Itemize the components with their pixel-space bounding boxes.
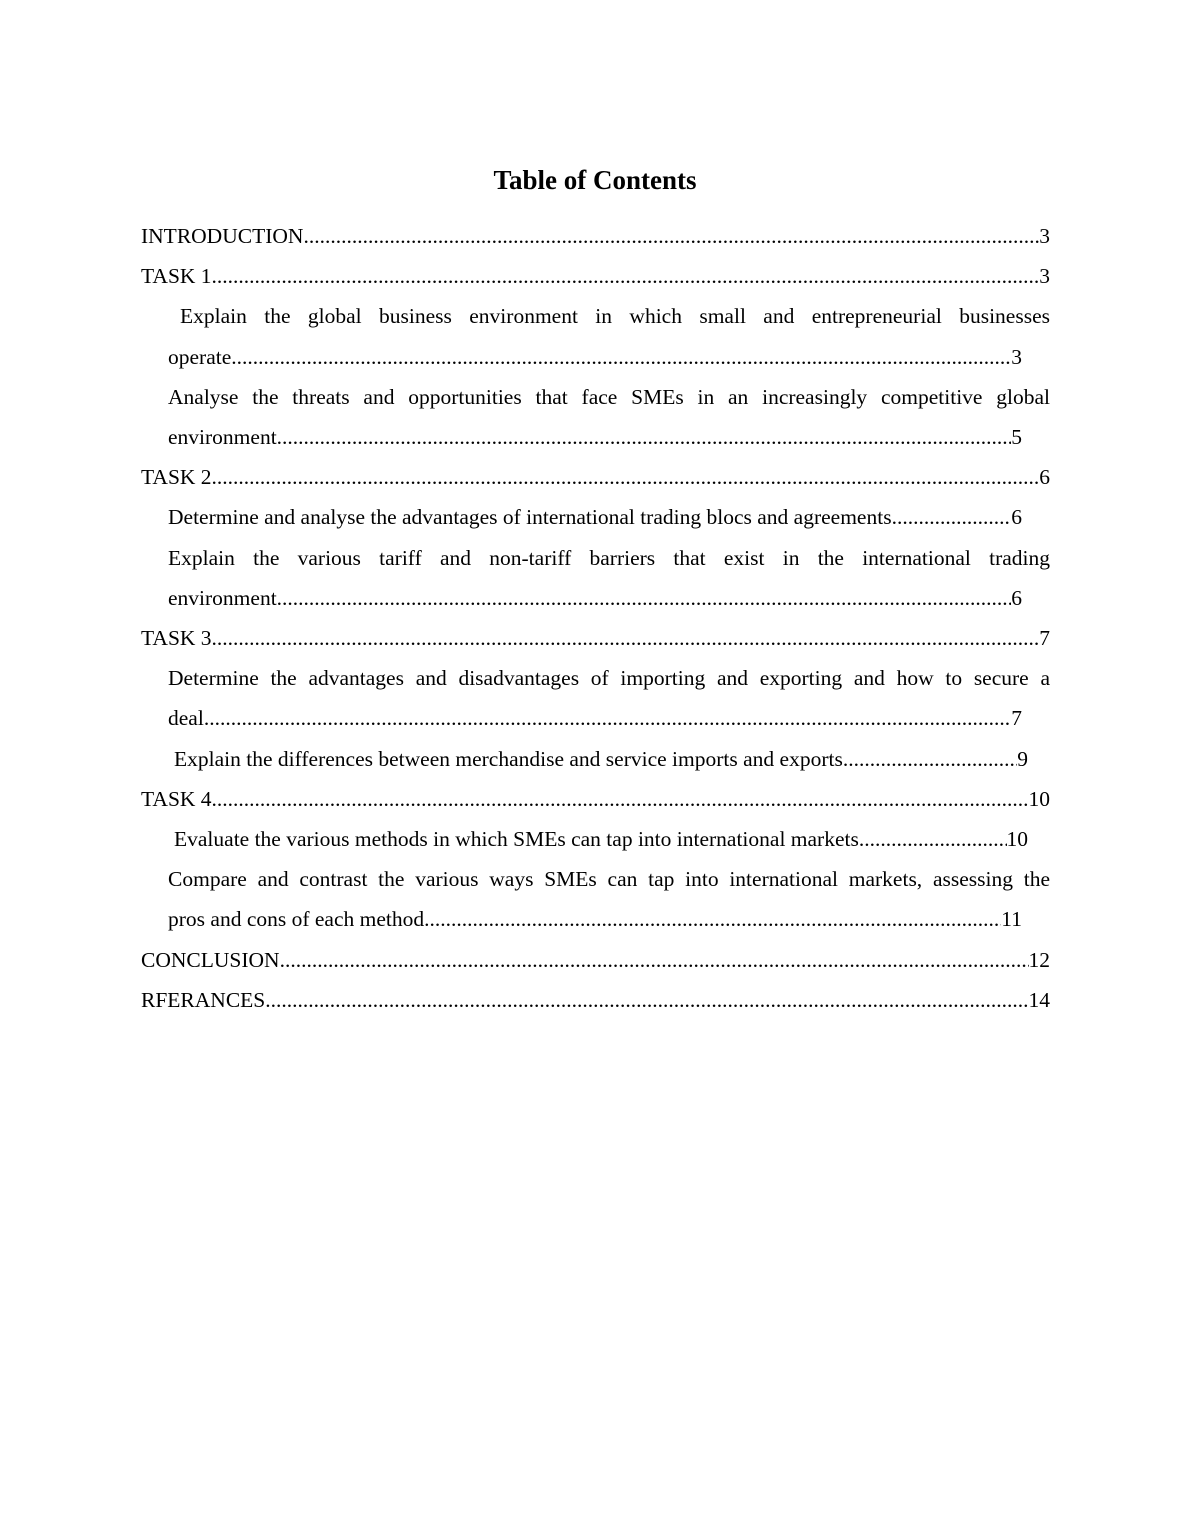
toc-entry-label-line2: environment [168, 425, 277, 450]
dot-leader [859, 819, 1007, 859]
dot-leader [212, 256, 1040, 296]
dot-leader [212, 618, 1040, 658]
dot-leader [424, 899, 1001, 939]
toc-entry-task-3[interactable] [141, 618, 1050, 658]
toc-entry-tariff-barriers[interactable] [168, 538, 1050, 618]
toc-entry-label: TASK 2 [141, 465, 212, 490]
toc-page-number: 5 [1011, 425, 1022, 450]
toc-entry-introduction[interactable] [141, 216, 1050, 256]
toc-title: Table of Contents [493, 165, 697, 195]
dot-leader [843, 739, 1017, 779]
toc-entry-label: RFERANCES [141, 987, 266, 1012]
dot-leader [277, 417, 1012, 457]
toc-entry-task-1[interactable] [141, 256, 1050, 296]
toc-entry-label: Determine and analyse the advantages of international trading blocs and agreements [168, 505, 892, 530]
toc-entry-evaluate-methods[interactable] [168, 819, 1050, 859]
toc-page-number: 3 [1039, 224, 1050, 248]
toc-entry-trading-blocs[interactable] [168, 497, 1050, 537]
toc-entry-label-line1: Analyse the threats and opportunities that face SMEs in an increasingly competitive global [168, 384, 1050, 409]
toc-entry-label: Evaluate the various methods in which SMEs can tap into international markets [174, 827, 859, 852]
toc-entry-label: TASK 3 [141, 626, 212, 651]
toc-entry-label-line1: Compare and contrast the various ways SMEs can tap into international markets, assessing the [168, 867, 1050, 892]
dot-leader [231, 337, 1011, 377]
toc-entry-importing-exporting[interactable] [168, 658, 1050, 738]
toc-entry-conclusion[interactable] [141, 940, 1050, 980]
toc-page-number: 3 [1011, 344, 1022, 369]
toc-page-number: 9 [1017, 746, 1028, 771]
dot-leader [277, 578, 1012, 618]
dot-leader [892, 497, 1012, 537]
toc-page-number: 11 [1001, 907, 1022, 932]
toc-entry-global-business-environment[interactable] [168, 296, 1050, 376]
toc-entry-references[interactable] [141, 980, 1050, 1020]
toc-entry-label-line2: pros and cons of each method [168, 907, 425, 932]
toc-entry-label-line1: Explain the global business environment in which small and entrepreneurial businesses [180, 304, 1050, 329]
toc-page-number: 10 [1028, 786, 1050, 811]
toc-entry-threats-opportunities[interactable] [168, 377, 1050, 457]
toc-entry-label-line1: Determine the advantages and disadvantages of importing and exporting and how to secure a [168, 666, 1050, 691]
toc-entry-task-4[interactable] [141, 779, 1050, 819]
toc-page-number: 6 [1039, 465, 1050, 490]
toc-entry-label-line2: deal [168, 706, 204, 731]
dot-leader [303, 216, 1039, 256]
toc-entry-compare-contrast[interactable] [168, 859, 1050, 939]
toc-entry-label-line2: operate [168, 344, 232, 369]
toc-page-number: 6 [1011, 585, 1022, 610]
toc-page-number: 12 [1028, 947, 1050, 972]
toc-entry-label: TASK 4 [141, 786, 212, 811]
dot-leader [265, 980, 1028, 1020]
dot-leader [280, 940, 1029, 980]
toc-page-number: 7 [1039, 626, 1050, 651]
toc-entry-merchandise-service[interactable] [168, 739, 1050, 779]
dot-leader [212, 779, 1029, 819]
toc-page-number: 7 [1011, 706, 1022, 731]
table-of-contents [141, 216, 1050, 1020]
toc-page-number: 10 [1006, 827, 1028, 852]
toc-page-number: 14 [1028, 987, 1050, 1012]
toc-entry-label: TASK 1 [141, 264, 212, 289]
toc-page-number: 6 [1011, 505, 1022, 530]
toc-entry-label: CONCLUSION [141, 947, 280, 972]
toc-page-number: 3 [1039, 264, 1050, 289]
toc-entry-label-line2: environment [168, 585, 277, 610]
toc-entry-label: Explain the differences between merchandise and service imports and exports [174, 746, 843, 771]
toc-entry-task-2[interactable] [141, 457, 1050, 497]
dot-leader [204, 698, 1011, 738]
toc-entry-label: INTRODUCTION [141, 224, 304, 248]
dot-leader [212, 457, 1040, 497]
toc-entry-label-line1: Explain the various tariff and non-tariff barriers that exist in the international trading [168, 545, 1050, 570]
